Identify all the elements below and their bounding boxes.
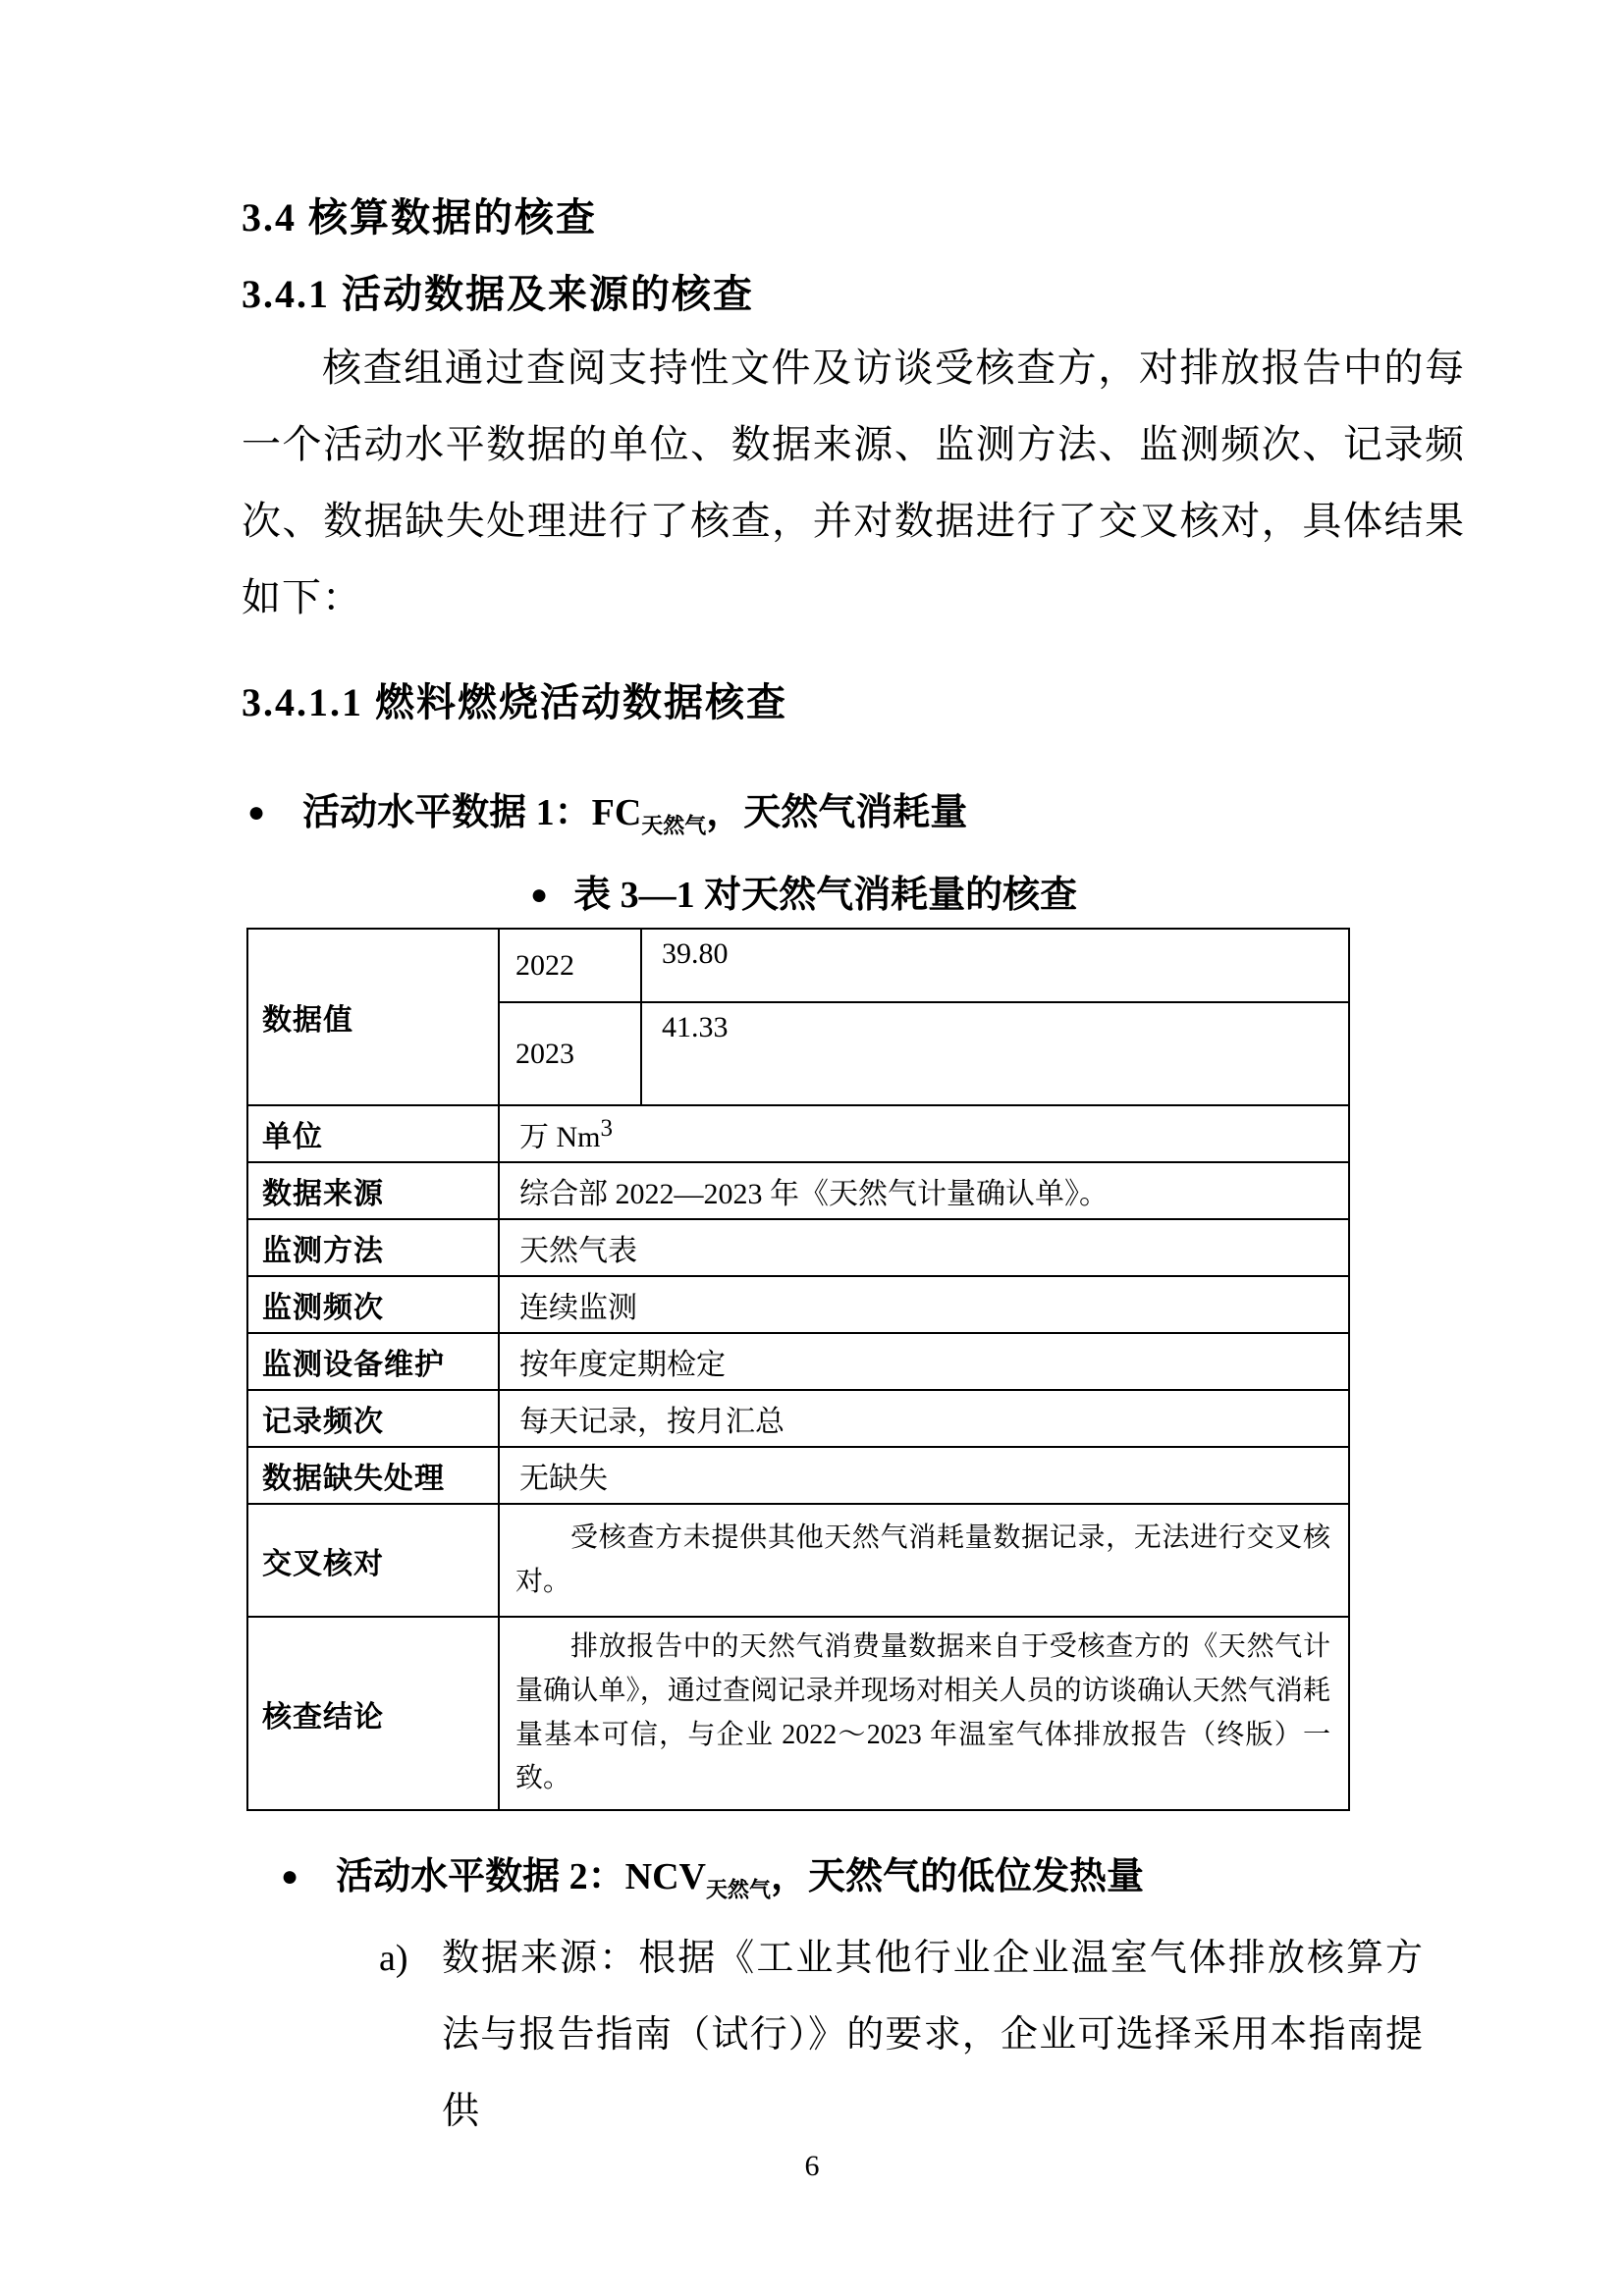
table-row-equipment-maintenance xyxy=(247,1333,1349,1390)
table-row-monitoring-frequency xyxy=(247,1276,1349,1333)
table-caption xyxy=(530,864,1077,918)
table-row-data-source xyxy=(247,1162,1349,1219)
row-label-conclusion: 核查结论 xyxy=(247,1617,499,1810)
activity-item-2-text: 活动水平数据 2：$NCV_{天然气}$，天然气的低位发热量 xyxy=(336,1856,1144,1902)
table-caption-text: 表 3—1 对天然气消耗量的核查 xyxy=(573,875,1078,916)
missing-data-cell: 无缺失 xyxy=(499,1447,1349,1504)
section-heading: 3.4 核算数据的核查 xyxy=(242,195,597,240)
conclusion-cell: 排放报告中的天然气消费量数据来自于受核查方的《天然气计量确认单》，通过查阅记录并现场对相关人员的访谈确认天然气消耗量基本可信，与企业 2022～2023 年温室气体排放报告（终版）一致。 xyxy=(499,1617,1349,1810)
year-cell: 2023 xyxy=(499,1002,641,1105)
row-label-record-frequency: 记录频次 xyxy=(247,1390,499,1447)
year-cell: 2022 xyxy=(499,929,641,1002)
activity-data-item-1 xyxy=(247,781,967,840)
unit-value-cell: 万 Nm$^3$ xyxy=(499,1105,1349,1162)
table-row-record-frequency xyxy=(247,1390,1349,1447)
row-label-missing-data: 数据缺失处理 xyxy=(247,1447,499,1504)
bullet-icon: ● xyxy=(247,796,266,828)
subscript-natural-gas: 天然气 xyxy=(705,1877,771,1902)
table-row-monitoring-method xyxy=(247,1219,1349,1276)
row-label-monitoring-method: 监测方法 xyxy=(247,1219,499,1276)
table-row-data-value-2022 xyxy=(247,929,1349,1002)
cross-check-cell: 受核查方未提供其他天然气消耗量数据记录，无法进行交叉核对。 xyxy=(499,1504,1349,1617)
list-item-a-text: 数据来源：根据《工业其他行业企业温室气体排放核算方法与报告指南（试行）》的要求，企业可选择采用本指南提供 xyxy=(442,1938,1424,2132)
subsection-heading: 3.4.1 活动数据及来源的核查 xyxy=(242,272,754,316)
table-row-unit xyxy=(247,1105,1349,1162)
data-source-cell: 综合部 2022—2023 年《天然气计量确认单》。 xyxy=(499,1162,1349,1219)
intro-paragraph: 核查组通过查阅支持性文件及访谈受核查方，对排放报告中的每一个活动水平数据的单位、数据来源、监测方法、监测频次、记录频次、数据缺失处理进行了核查，并对数据进行了交叉核对，具体结果如下： xyxy=(242,346,1465,619)
verification-table xyxy=(246,928,1350,1811)
subscript-natural-gas: 天然气 xyxy=(641,813,707,838)
unit-superscript: 3 xyxy=(600,1115,613,1142)
record-frequency-cell: 每天记录，按月汇总 xyxy=(499,1390,1349,1447)
row-label-equipment-maintenance: 监测设备维护 xyxy=(247,1333,499,1390)
list-item-a xyxy=(379,1920,1424,2150)
row-label-monitoring-frequency: 监测频次 xyxy=(247,1276,499,1333)
bullet-icon: ● xyxy=(530,879,549,911)
row-label-data-source: 数据来源 xyxy=(247,1162,499,1219)
row-label-data-value: 数据值 xyxy=(247,929,499,1105)
row-label-unit: 单位 xyxy=(247,1105,499,1162)
bullet-icon: ● xyxy=(281,1860,299,1893)
monitoring-method-cell: 天然气表 xyxy=(499,1219,1349,1276)
row-label-cross-check: 交叉核对 xyxy=(247,1504,499,1617)
table-row-missing-data xyxy=(247,1447,1349,1504)
activity-data-item-2 xyxy=(281,1845,1144,1904)
value-cell: 41.33 xyxy=(641,1002,1349,1105)
value-cell: 39.80 xyxy=(641,929,1349,1002)
equipment-maintenance-cell: 按年度定期检定 xyxy=(499,1333,1349,1390)
table-row-conclusion xyxy=(247,1617,1349,1810)
monitoring-frequency-cell: 连续监测 xyxy=(499,1276,1349,1333)
subsubsection-heading: 3.4.1.1 燃料燃烧活动数据核查 xyxy=(242,680,787,724)
list-item-a-marker: a) xyxy=(379,1938,408,1979)
page-number: 6 xyxy=(804,2150,820,2182)
table-row-cross-check xyxy=(247,1504,1349,1617)
activity-item-1-text: 活动水平数据 1：$FC_{天然气}$，天然气消耗量 xyxy=(302,792,968,838)
